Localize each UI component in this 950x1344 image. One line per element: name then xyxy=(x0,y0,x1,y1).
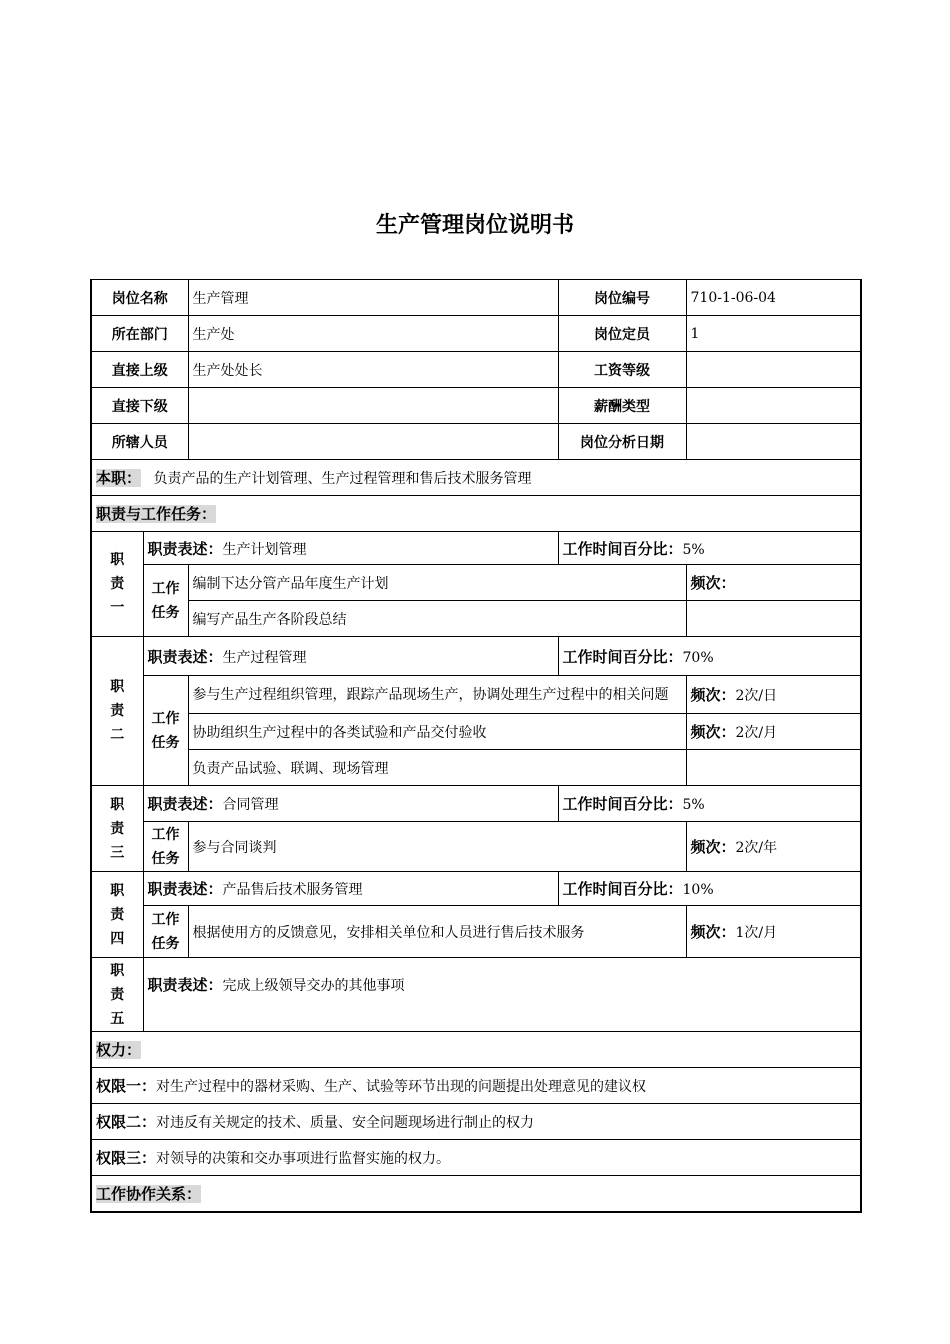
duty-2-task-3: 负责产品试验、联调、现场管理 xyxy=(188,750,686,786)
duty-4-name: 职 责 四 xyxy=(91,872,143,958)
analysis-date-label: 岗位分析日期 xyxy=(558,424,686,460)
duty-3-task-1-freq: 频次：2次/年 xyxy=(686,822,861,872)
core-label: 本职： xyxy=(96,469,142,487)
power-3: 权限三：对领导的决策和交办事项进行监督实施的权力。 xyxy=(91,1140,861,1176)
duty-4-task-1-freq: 频次：1次/月 xyxy=(686,906,861,958)
duty-1-task-label: 工作 任务 xyxy=(143,565,188,637)
powers-heading-row xyxy=(91,1032,861,1068)
analysis-date-value xyxy=(686,424,861,460)
salary-grade-value xyxy=(686,352,861,388)
duty-2-name: 职 责 二 xyxy=(91,637,143,786)
staff-value xyxy=(188,424,558,460)
subordinate-value xyxy=(188,388,558,424)
duties-heading-row xyxy=(91,496,861,532)
duty-3-task-1: 参与合同谈判 xyxy=(188,822,686,872)
headcount-label: 岗位定员 xyxy=(558,316,686,352)
duty-1-task-2: 编写产品生产各阶段总结 xyxy=(188,601,686,637)
duty-2-task-3-freq xyxy=(686,750,861,786)
pay-type-value xyxy=(686,388,861,424)
duty-1-task-1: 编制下达分管产品年度生产计划 xyxy=(188,565,686,601)
power-2: 权限二：对违反有关规定的技术、质量、安全问题现场进行制止的权力 xyxy=(91,1104,861,1140)
headcount-value: 1 xyxy=(686,316,861,352)
collab-heading-row xyxy=(91,1176,861,1212)
position-name-label: 岗位名称 xyxy=(91,280,188,316)
core-responsibility-row xyxy=(91,460,861,496)
collab-heading: 工作协作关系： xyxy=(96,1184,202,1203)
position-code-value: 710-1-06-04 xyxy=(686,280,861,316)
duty-2-time-pct: 工作时间百分比：70% xyxy=(558,637,861,676)
department-value: 生产处 xyxy=(188,316,558,352)
duty-2-task-2-freq: 频次：2次/月 xyxy=(686,714,861,750)
duty-2-task-label: 工作 任务 xyxy=(143,676,188,786)
duty-5-description: 职责表述：完成上级领导交办的其他事项 xyxy=(143,958,861,1032)
duty-2-task-2: 协助组织生产过程中的各类试验和产品交付验收 xyxy=(188,714,686,750)
core-text: 负责产品的生产计划管理、生产过程管理和售后技术服务管理 xyxy=(153,471,532,487)
position-code-label: 岗位编号 xyxy=(558,280,686,316)
duty-4-task-1: 根据使用方的反馈意见，安排相关单位和人员进行售后技术服务 xyxy=(188,906,686,958)
salary-grade-label: 工资等级 xyxy=(558,352,686,388)
superior-value: 生产处处长 xyxy=(188,352,558,388)
duty-3-name: 职 责 三 xyxy=(91,786,143,872)
duty-4-description: 职责表述：产品售后技术服务管理 xyxy=(143,872,558,906)
duty-1-task-2-freq xyxy=(686,601,861,637)
superior-label: 直接上级 xyxy=(91,352,188,388)
subordinate-label: 直接下级 xyxy=(91,388,188,424)
duties-heading: 职责与工作任务： xyxy=(96,505,217,523)
duty-2-task-1-freq: 频次：2次/日 xyxy=(686,676,861,714)
duty-3-task-label: 工作 任务 xyxy=(143,822,188,872)
duty-1-time-pct: 工作时间百分比：5% xyxy=(558,532,861,565)
duty-4-time-pct: 工作时间百分比：10% xyxy=(558,872,861,906)
job-description-table xyxy=(90,279,862,1213)
duty-1-task-1-freq: 频次： xyxy=(686,565,861,601)
powers-heading: 权力： xyxy=(96,1041,142,1059)
duty-1-name: 职 责 一 xyxy=(91,532,143,637)
duty-3-description: 职责表述：合同管理 xyxy=(143,786,558,822)
staff-label: 所辖人员 xyxy=(91,424,188,460)
duty-3-time-pct: 工作时间百分比：5% xyxy=(558,786,861,822)
power-1: 权限一：对生产过程中的器材采购、生产、试验等环节出现的问题提出处理意见的建议权 xyxy=(91,1068,861,1104)
duty-2-task-1: 参与生产过程组织管理，跟踪产品现场生产，协调处理生产过程中的相关问题 xyxy=(188,676,686,714)
duty-4-task-label: 工作 任务 xyxy=(143,906,188,958)
duty-1-description: 职责表述：生产计划管理 xyxy=(143,532,558,565)
pay-type-label: 薪酬类型 xyxy=(558,388,686,424)
duty-5-name: 职 责 五 xyxy=(91,958,143,1032)
department-label: 所在部门 xyxy=(91,316,188,352)
document-title: 生产管理岗位说明书 xyxy=(375,213,574,238)
position-name-value: 生产管理 xyxy=(188,280,558,316)
duty-2-description: 职责表述：生产过程管理 xyxy=(143,637,558,676)
